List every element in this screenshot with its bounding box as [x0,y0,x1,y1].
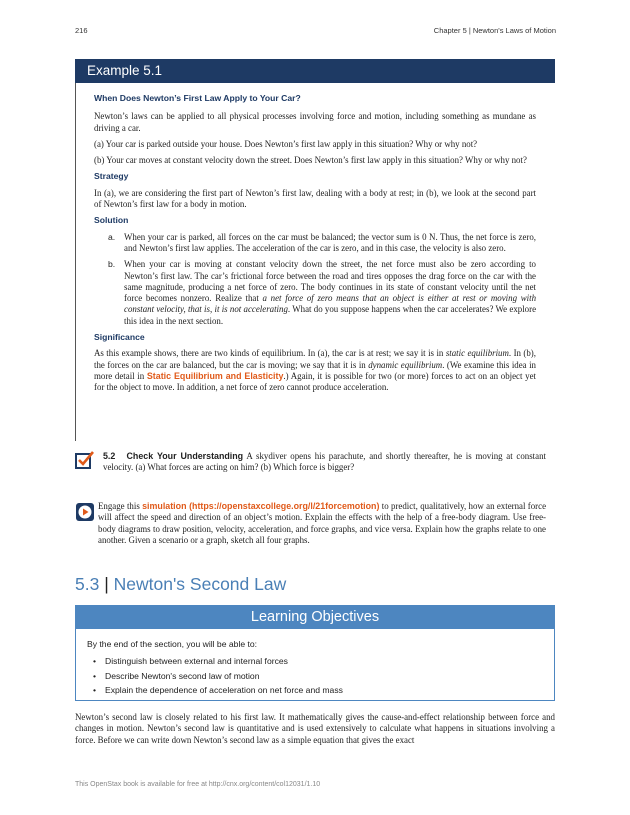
significance-part-1: As this example shows, there are two kinds of equilibrium. In (a), the car is at rest; we say it is in [94,348,446,359]
learning-objectives-header: Learning Objectives [75,605,555,629]
example-question-b: (b) Your car moves at constant velocity down the street. Does Newton’s first law apply in this situation? Why or why not? [94,155,527,166]
cyu-text: A skydiver opens his parachute, and shortly thereafter, he is moving at constant velocity. (a) What forces are acting on him? (b) Which force is bigger? [103,451,546,473]
cyu-number: 5.2 [103,451,116,461]
chapter-header: Chapter 5 | Newton's Laws of Motion [433,26,556,35]
simulation-play-icon [75,502,95,522]
significance-part-3: . (We examine this idea in more detail in [94,359,536,381]
section-title [75,574,286,595]
example-header: Example 5.1 [75,59,555,83]
learning-objectives-box [75,629,555,701]
body-paragraph: Newton’s second law is closely related to his first law. It mathematically gives the cause-and-effect relationship between force and changes in motion. Newton’s second law is quantitative and is used extensively to calculate what happens in situations involving a force. Before we can write down Newton’s second law as a simple equation that gives the exact [75,712,555,745]
check-understanding-icon [75,451,95,469]
static-equilibrium-term: static equilibrium [445,348,509,359]
section-name: Newton's Second Law [113,574,287,594]
learning-objectives-list [93,656,343,700]
simulation-text-after: to predict, qualitatively, how an external force will affect the speed and direction of an object’s motion. Explain the effects with the help of a free-body diagram. Use free-body diagrams to draw position, velocity, acceleration, and force graphs, and vice versa. Explain how the graphs relate to one another. Given a scenario or a graph, sketch all four graphs. [98,501,547,545]
solution-heading: Solution [94,215,129,226]
objective-item: • Explain the dependence of acceleration on net force and mass [93,685,343,696]
strategy-text: In (a), we are considering the first part of Newton’s first law, dealing with a body at rest; in (b), we look at the second part of Newton’s first law for a body in motion. [94,187,536,210]
solution-b-italic: a net force of zero means that an object is either at rest or moving with constant velocity, that is, it is not accelerating [124,293,537,315]
section-number: 5.3 [75,574,100,594]
cyu-heading: Check Your Understanding [126,451,244,461]
section-separator: | [104,574,109,594]
solution-item-b [94,259,536,327]
significance-part-2: . In (b), the forces on the car are balanced, but the car is moving; we say that it is in [94,348,536,370]
example-title: When Does Newton’s First Law Apply to Your Car? [94,93,301,103]
learning-objectives-intro: By the end of the section, you will be able to: [87,639,258,649]
static-equilibrium-link[interactable]: Static Equilibrium and Elasticity [146,370,284,381]
page-number: 216 [75,26,88,35]
page-footer: This OpenStax book is available for free at http://cnx.org/content/col12031/1.10 [75,781,321,788]
simulation-note [98,501,546,546]
simulation-text-before: Engage this [98,501,143,511]
significance-text [94,348,536,393]
example-question-a: (a) Your car is parked outside your house. Does Newton’s first law apply in this situation? Why or why not? [94,138,478,149]
solution-b-part-1: When your car is moving at constant velocity down the street, the net force must also be zero according to Newton’s first law. The car’s frictional force between the road and tires opposes the drag force on the car with the same magnitude, producing a net force of zero. The body continues in its state of constant velocity until the net force becomes nonzero. Realize that [124,259,536,304]
example-body [94,93,536,399]
simulation-link[interactable]: simulation (https://openstaxcollege.org/l/21forcemotion) [142,501,380,511]
solution-item-a [94,232,536,255]
objective-item: • Distinguish between external and internal forces [93,656,343,667]
significance-heading: Significance [94,332,145,343]
example-intro: Newton’s laws can be applied to all physical processes involving force and motion, including something as mundane as driving a car. [94,111,536,133]
strategy-heading: Strategy [94,171,129,182]
solution-letter-b: b. [108,259,116,270]
objective-item: • Describe Newton's second law of motion [93,671,343,682]
solution-text-b [124,259,536,327]
dynamic-equilibrium-term: dynamic equilibrium [368,359,443,370]
significance-part-4: .) Again, it is possible for two (or more) forces to act on an object yet for the object to move. In addition, a net force of zero cannot produce acceleration. [94,370,536,393]
solution-letter-a: a. [108,231,116,242]
example-left-rule [75,83,76,441]
solution-b-part-2: . What do you suppose happens when the car accelerates? We explore this idea in the next section. [124,304,537,326]
solution-text-a: When your car is parked, all forces on the car must be balanced; the vector sum is 0 N. Thus, the net force is zero, and Newton’s first law applies. The acceleration of the car is zero, and in this case, the velocity is also zero. [124,231,536,253]
check-understanding [103,451,546,474]
